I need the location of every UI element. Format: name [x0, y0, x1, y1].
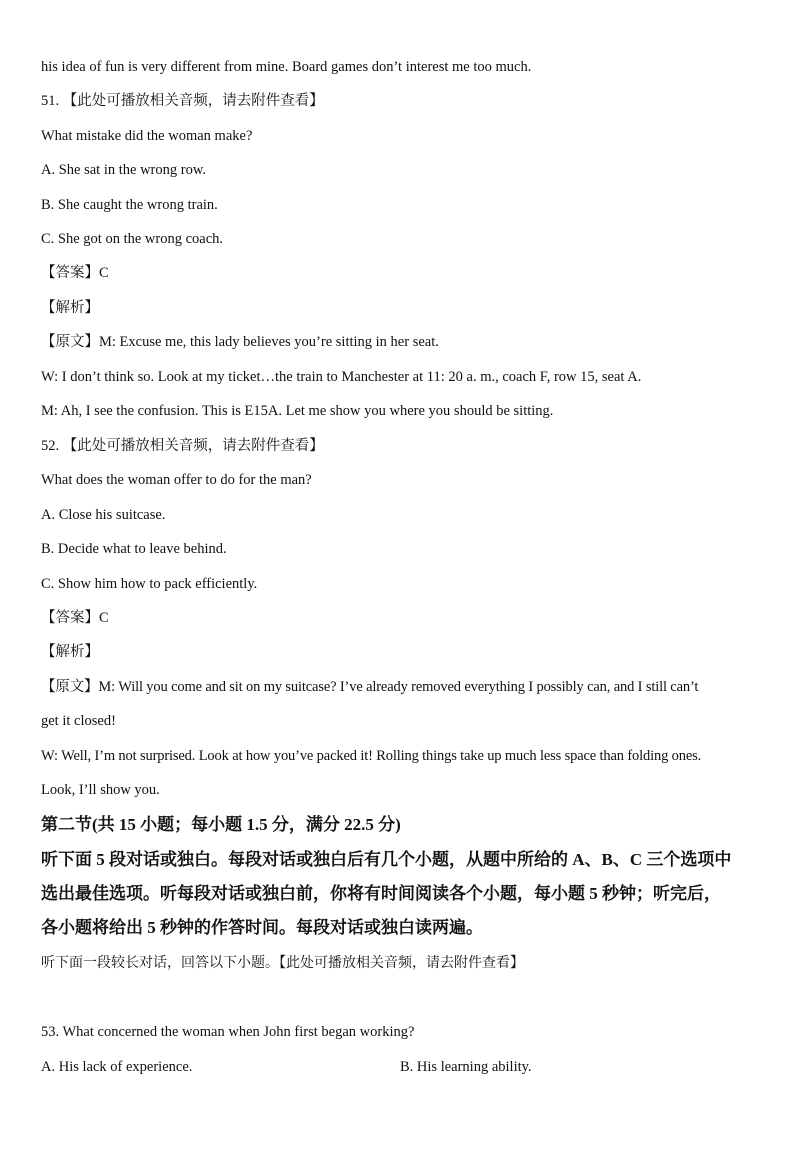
question-53-text: 53. What concerned the woman when John first began working?: [41, 1024, 415, 1040]
analysis-label: 【解析】: [41, 644, 99, 660]
question-52-number: 52. 【此处可播放相关音频，请去附件查看】: [41, 438, 324, 454]
section-instructions-line: 各小题将给出 5 秒钟的作答时间。每段对话或独白读两遍。: [41, 918, 483, 937]
text-line: his idea of fun is very different from mine. Board games don’t interest me too much.: [41, 59, 532, 75]
question-51-number: 51. 【此处可播放相关音频，请去附件查看】: [41, 93, 324, 109]
transcript-line: 【原文】M: Excuse me, this lady believes you’re sitting in her seat.: [41, 334, 439, 350]
section-title: 第二节(共 15 小题；每小题 1.5 分，满分 22.5 分): [41, 815, 401, 834]
transcript-line: W: I don’t think so. Look at my ticket…the train to Manchester at 11: 20 a. m., coach F, row 15, seat A.: [41, 369, 642, 385]
section-instructions-line: 听下面 5 段对话或独白。每段对话或独白后有几个小题，从题中所给的 A、B、C 三个选项中: [41, 850, 732, 869]
question-51-option-c: C. She got on the wrong coach.: [41, 231, 224, 247]
question-53-option-b: B. His learning ability.: [400, 1059, 532, 1075]
question-52-option-a: A. Close his suitcase.: [41, 507, 166, 523]
listening-note: 听下面一段较长对话，回答以下小题。【此处可播放相关音频，请去附件查看】: [41, 956, 524, 971]
question-52-option-b: B. Decide what to leave behind.: [41, 541, 227, 557]
question-53-option-a: A. His lack of experience.: [41, 1059, 193, 1075]
answer-label: 【答案】C: [41, 265, 109, 281]
question-52-text: What does the woman offer to do for the man?: [41, 472, 312, 488]
question-52-option-c: C. Show him how to pack efficiently.: [41, 576, 258, 592]
transcript-line: get it closed!: [41, 713, 116, 729]
analysis-label: 【解析】: [41, 300, 99, 316]
question-51-text: What mistake did the woman make?: [41, 128, 253, 144]
transcript-line: 【原文】M: Will you come and sit on my suitcase? I’ve already removed everything I possibly can, and I still can’t: [41, 679, 699, 695]
section-instructions-line: 选出最佳选项。听每段对话或独白前，你将有时间阅读各个小题，每小题 5 秒钟；听完后，: [41, 884, 721, 903]
transcript-line: M: Ah, I see the confusion. This is E15A. Let me show you where you should be sitting.: [41, 403, 554, 419]
question-51-option-a: A. She sat in the wrong row.: [41, 162, 206, 178]
transcript-line: W: Well, I’m not surprised. Look at how you’ve packed it! Rolling things take up much less space than folding ones.: [41, 748, 702, 764]
transcript-line: Look, I’ll show you.: [41, 782, 160, 798]
answer-label: 【答案】C: [41, 610, 109, 626]
question-51-option-b: B. She caught the wrong train.: [41, 197, 218, 213]
